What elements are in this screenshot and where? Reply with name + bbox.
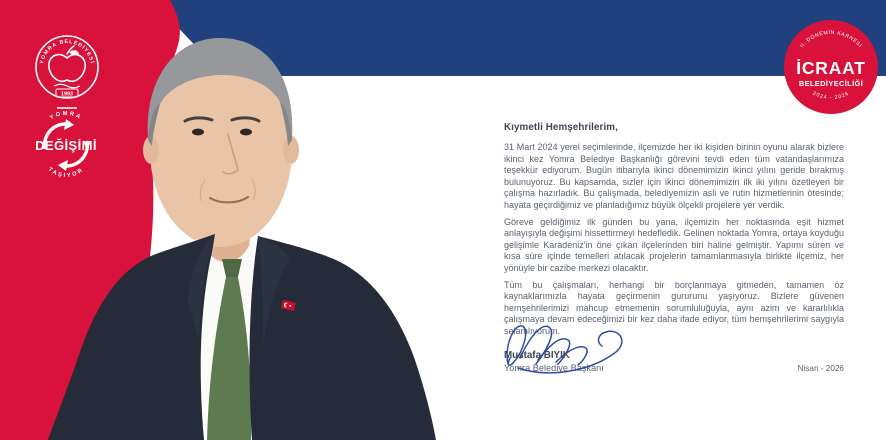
svg-text:2024 - 2026: 2024 - 2026 bbox=[811, 90, 851, 102]
seal-apple-icon bbox=[49, 46, 85, 88]
letter-greeting: Kıymetli Hemşehrilerim, bbox=[504, 122, 618, 133]
letter-closing bbox=[504, 350, 844, 373]
svg-text:1993: 1993 bbox=[61, 91, 73, 98]
signatory-name: Mustafa BIYIK bbox=[504, 349, 570, 361]
badge-subtitle: BELEDİYECİLİĞİ bbox=[798, 79, 864, 88]
portrait-eye-left bbox=[192, 129, 204, 136]
campaign-slogan-logo bbox=[35, 111, 97, 179]
svg-text:II. DÖNEMİN KARNESİ: II. DÖNEMİN KARNESİ bbox=[799, 29, 863, 50]
letter-paragraph-1: 31 Mart 2024 yerel seçimlerinde, ilçemizde her iki kişiden birinin oyunu alarak bizlere ikinci kez Yomra Belediye Başkanlığı görevini tevdi eden tüm vatandaşlarımıza teşekkür ediyorum. Bugün itibarıyla ikinci dönemimizin ikinci yılını geride bırakmış bulunuyoruz. Bu kapsamda, sizler için ikinci dönemimizin ilk iki yılını özetleyen bir çalışma hazırladık. Bu çalışmada, belediyemizin asli ve rutin hizmetlerinin ötesinde; hayata geçirdiğimiz ve planladığımız büyük ölçekli projelere yer verdik. bbox=[504, 142, 844, 210]
achievement-badge bbox=[781, 17, 881, 117]
sidebar-logos bbox=[0, 0, 150, 440]
badge-title: İCRAAT bbox=[796, 58, 866, 78]
svg-text:TAŞIYOR: TAŞIYOR bbox=[46, 166, 86, 180]
svg-text:YOMRA: YOMRA bbox=[49, 110, 83, 122]
mayor-letter bbox=[504, 122, 844, 373]
letter-date: Nisan - 2026 bbox=[797, 363, 844, 373]
svg-text:DEĞİŞİMİ: DEĞİŞİMİ bbox=[35, 138, 97, 153]
signatory-title: Yomra Belediye Başkanı bbox=[504, 362, 604, 373]
portrait-eye-right bbox=[240, 129, 252, 136]
letter-paragraph-2: Göreve geldiğimiz ilk günden bu yana, ilçemizin her noktasında eşit hizmet anlayışıyla değişimi hissettirmeyi hedefledik. Gelinen noktada Yomra, ortaya koyduğu gelişimle Karadeniz'in öne çıkan ilçelerinden biri haline gelmiştir. Yapımı süren ve kısa süre içinde temelleri atılacak projelerin tamamlanmasıyla birlikte ilçemiz, her yönüyle bir cazibe merkezi olacaktır. bbox=[504, 216, 844, 273]
letter-paragraph-3: Tüm bu çalışmaları, herhangi bir borçlanmaya gitmeden, tamamen öz kaynaklarımızla hayata geçirmenin gururunu yaşıyoruz. Bizlere güvenen hemşehrilerimizi mahcup etmemenin sorumluluğuyla, aynı azim ve kararlılıkla çalışmaya devam edeceğimizi bir kez daha ifade ediyor, tüm hemşehrilerimi saygıyla selamlıyorum. bbox=[504, 279, 844, 336]
municipality-seal-logo bbox=[36, 36, 98, 98]
svg-text:YOMRA BELEDİYESİ: YOMRA BELEDİYESİ bbox=[39, 38, 95, 65]
